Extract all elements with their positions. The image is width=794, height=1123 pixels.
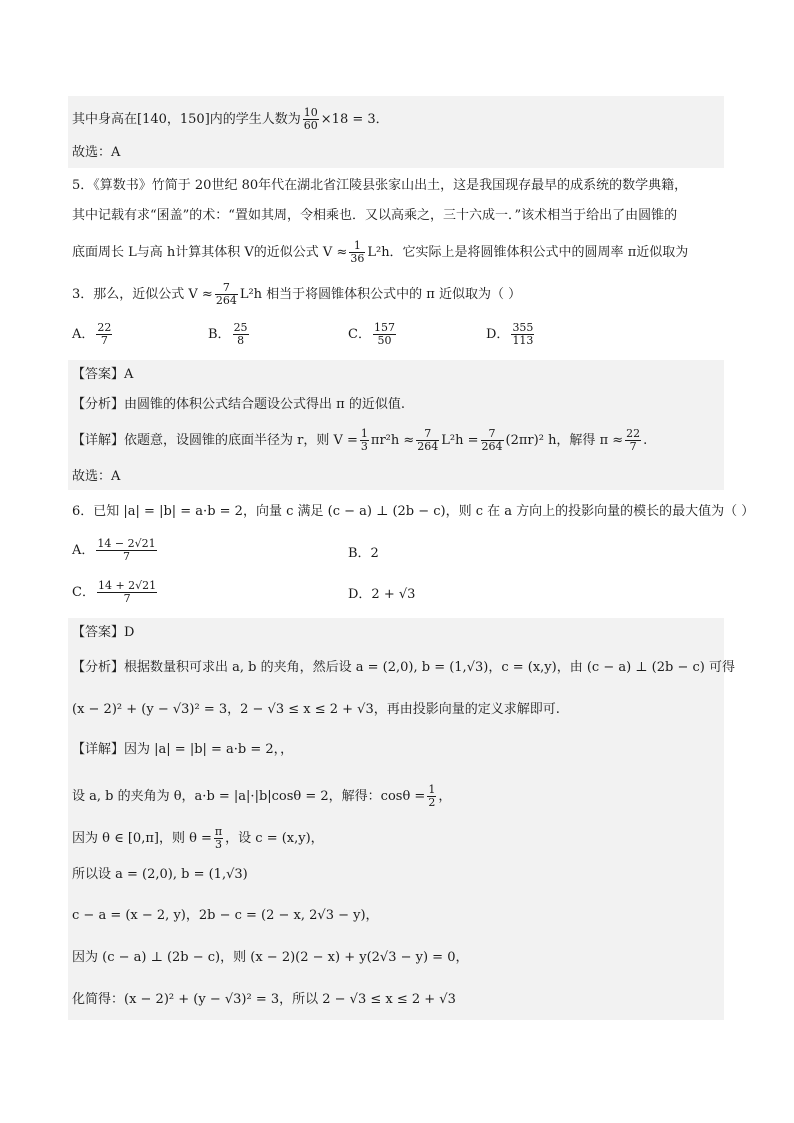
q6-detail-line-5: c − a = (x − 2, y)，2b − c = (2 − x, 2√3 − y)， [72, 908, 379, 923]
q5-option-b: B． $\frac{25}{8}$ [208, 321, 248, 347]
q5-answer-line [72, 366, 722, 384]
q5-stem-line-3: 底面周长 L与高 h计算其体积 V的近似公式 V ≈ $\frac{1}{36}$ L²h．它实际上是将圆锥体积公式中的圆周率 π近似取为 [72, 239, 689, 265]
q5-stem-line-2: 其中记载有求“囷盖”的术：“置如其周，令相乘也．又以高乘之，三十六成一．”该术相当于给出了由圆锥的 [72, 208, 678, 223]
q5-analysis-line: 【分析】由圆锥的体积公式结合题设公式得出 π 的近似值. [72, 397, 405, 412]
analysis-tag: 【分析】 [72, 660, 125, 675]
fraction: $\frac{1}{3}$ [360, 427, 368, 453]
answer-tag: 【答案】 [72, 367, 125, 382]
q5-stem-line-1: 5．《算数书》竹简于 20世纪 80年代在湖北省江陵县张家山出土，这是我国现存最早的成系统的数学典籍， [72, 178, 688, 193]
q6-detail-line-6: 因为 (c − a) ⊥ (2b − c)，则 (x − 2)(2 − x) + y(2√3 − y) = 0， [72, 950, 469, 965]
q6-stem-line: 6．已知 |a| = |b| = a·b = 2，向量 c 满足 (c − a) ⊥ (2b − c)，则 c 在 a 方向上的投影向量的模长的最大值为（ ） [72, 504, 755, 519]
q6-answer-line [72, 624, 722, 642]
q4-text-tail: ×18 = 3． [320, 112, 389, 127]
fraction: $\frac{\pi}{3}$ [214, 825, 223, 851]
fraction: $\frac{1}{2}$ [428, 783, 436, 809]
q6-option-d: D．2 + √3 [348, 587, 416, 602]
q6-option-c: C． $\frac{14 + 2√21}{7}$ [72, 579, 157, 605]
q6-option-b: B．2 [348, 546, 379, 561]
q4-count-line [72, 107, 722, 132]
q5-final-line: 故选：A [72, 469, 121, 484]
fraction: $\frac{22}{7}$ [97, 321, 112, 347]
q6-analysis-line-1: 【分析】根据数量积可求出 a, b 的夹角，然后设 a = (2,0), b = (1,√3)，c = (x,y)，由 (c − a) ⊥ (2b − c) 可得 [72, 660, 735, 675]
q6-detail-line-2: 设 a, b 的夹角为 θ，a·b = |a|·|b|cosθ = 2，解得：cosθ = $\frac{1}{2}$ ， [72, 783, 452, 809]
fraction: $\frac{7}{264}$ [215, 281, 237, 307]
q6-analysis-line-2: (x − 2)² + (y − √3)² = 3，2 − √3 ≤ x ≤ 2 + √3，再由投影向量的定义求解即可. [72, 702, 560, 717]
answer-value: D [124, 625, 135, 640]
q4-answer-line: 故选：A [72, 145, 121, 160]
q5-option-c: C． $\frac{157}{50}$ [348, 321, 395, 347]
detail-tag: 【详解】 [72, 433, 125, 448]
q5-option-d: D． $\frac{355}{113}$ [486, 321, 534, 347]
fraction: $\frac{355}{113}$ [512, 321, 534, 347]
q5-detail-line: 【详解】依题意，设圆锥的底面半径为 r，则 V = $\frac{1}{3}$ πr²h ≈ $\frac{7}{264}$ L²h = $\frac{7}{264}$ (2πr)² h，解得 π ≈ $\frac{22}{7}$ . [72, 427, 648, 453]
detail-tag: 【详解】 [72, 742, 125, 757]
fraction: $\frac{7}{264}$ [481, 427, 503, 453]
fraction: $\frac{157}{50}$ [373, 321, 395, 347]
q6-detail-line-1: 【详解】因为 |a| = |b| = a·b = 2，， [72, 742, 294, 757]
fraction: $\frac{14 + 2√21}{7}$ [97, 579, 157, 605]
answer-value: A [124, 367, 134, 382]
q5-stem-line-4: 3．那么，近似公式 V ≈ $\frac{7}{264}$ L²h 相当于将圆锥体积公式中的 π 近似取为（ ） [72, 281, 522, 307]
q6-detail-line-7: 化简得：(x − 2)² + (y − √3)² = 3，所以 2 − √3 ≤ x ≤ 2 + √3 [72, 992, 456, 1007]
q6-detail-line-3: 因为 θ ∈ [0,π]，则 θ = $\frac{\pi}{3}$ ，设 c = (x,y)， [72, 825, 324, 851]
fraction: $\frac{25}{8}$ [233, 321, 248, 347]
q5-option-a: A． $\frac{22}{7}$ [72, 321, 112, 347]
answer-tag: 【答案】 [72, 625, 125, 640]
fraction: $\frac{1}{36}$ [350, 239, 365, 265]
fraction: $\frac{22}{7}$ [626, 427, 641, 453]
fraction: $\frac{7}{264}$ [417, 427, 439, 453]
fraction: $\frac{14 - 2√21}{7}$ [97, 537, 156, 563]
q4-text: 其中身高在[140，150]内的学生人数为 [72, 112, 301, 127]
q6-detail-line-4: 所以设 a = (2,0), b = (1,√3) [72, 867, 248, 882]
q6-option-a: A． $\frac{14 - 2√21}{7}$ [72, 537, 156, 563]
fraction: $\frac{10}{60}$ [303, 106, 318, 132]
analysis-tag: 【分析】 [72, 397, 125, 412]
